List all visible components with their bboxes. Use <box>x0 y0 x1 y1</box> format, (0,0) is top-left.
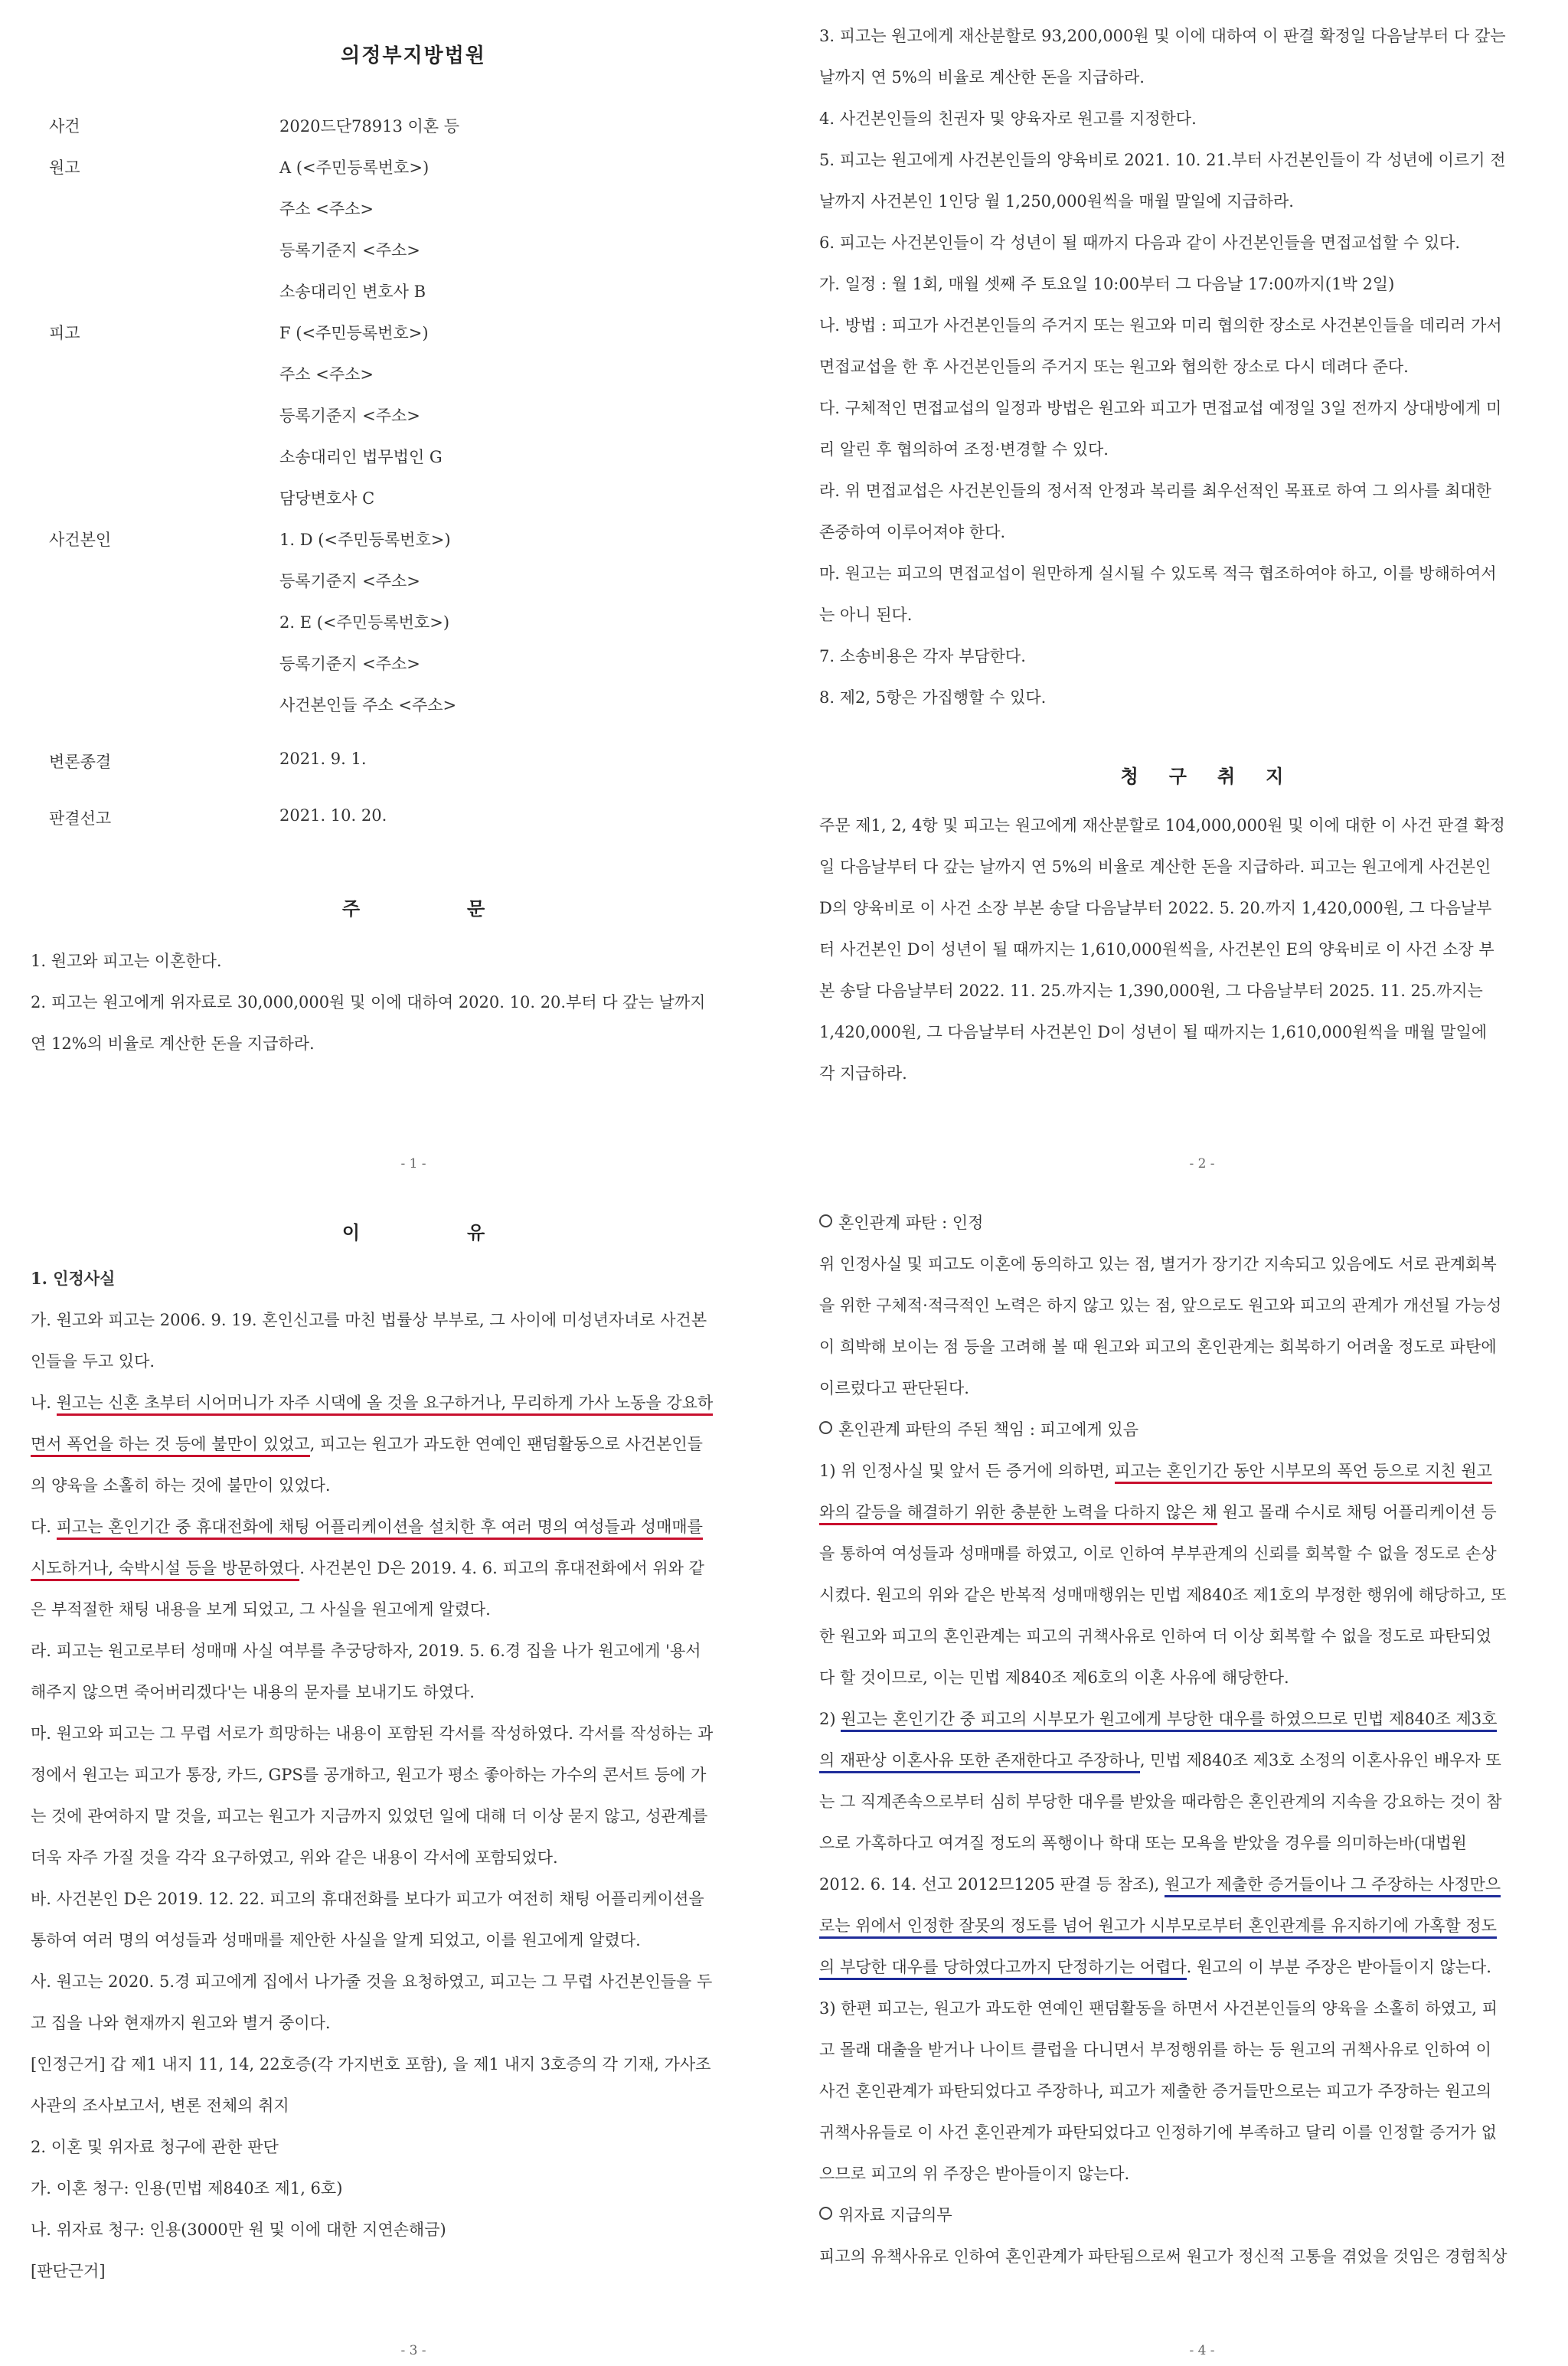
info-label: 사건 <box>49 117 80 136</box>
red-underlined-text: 원고는 신혼 초부터 시어머니가 자주 시댁에 올 것을 요구하거나, 무리하게 가사 노동을 강요하 <box>57 1394 714 1416</box>
text-line: [판단근거] <box>31 2262 106 2280</box>
order-line: 라. 위 면접교섭은 사건본인들의 정서적 안정과 복리를 최우선적인 목표로 하여 그 의사를 최대한 <box>819 482 1491 500</box>
circle-bullet-icon <box>819 2207 832 2220</box>
text-line: 나. 위자료 청구: 인용(3000만 원 및 이에 대한 지연손해금) <box>31 2221 446 2239</box>
claim-line: D의 양육비로 이 사건 소장 부본 송달 다음날부터 2022. 5. 20.까지 1,420,000원, 그 다음날부 <box>819 899 1492 917</box>
info-value: 담당변호사 C <box>279 489 375 508</box>
text-line <box>819 1946 1568 1988</box>
red-underlined-text: 면서 폭언을 하는 것 등에 불만이 있었고 <box>31 1435 310 1457</box>
reason-text <box>31 1258 796 2292</box>
order-line: 6. 피고는 사건본인들이 각 성년이 될 때까지 다음과 같이 사건본인들을 면접교섭할 수 있다. <box>819 234 1461 252</box>
section-title-claim: 청구취지 <box>1120 765 1315 787</box>
info-row-cont <box>31 693 796 734</box>
info-value: 2020드단78913 이혼 등 <box>279 117 460 136</box>
case-info <box>31 114 796 848</box>
page-number: - 4 - <box>1189 2343 1215 2358</box>
order-line: 리 알린 후 협의하여 조정·변경할 수 있다. <box>819 440 1109 459</box>
blue-underlined-text: 원고는 혼인기간 중 피고의 시부모가 원고에게 부당한 대우를 하였으므로 민법 제840조 제3호 <box>841 1710 1497 1732</box>
judgment-text <box>819 1202 1568 2277</box>
text-line: 바. 사건본인 D은 2019. 12. 22. 피고의 휴대전화를 보다가 피고가 여전히 채팅 어플리케이션을 <box>31 1890 704 1908</box>
text-line: 해주지 않으면 죽어버리겠다'는 내용의 문자를 보내기도 하였다. <box>31 1683 475 1701</box>
order-line: 다. 구체적인 면접교섭의 일정과 방법은 원고와 피고가 면접교섭 예정일 3일 전까지 상대방에게 미 <box>819 399 1502 417</box>
info-row-cont <box>31 197 796 238</box>
text-line: 고 몰래 대출을 받거나 나이트 클럽을 다니면서 부정행위를 하는 등 원고의 귀책사유로 인하여 이 <box>819 2041 1491 2059</box>
info-value: 2021. 10. 20. <box>279 806 387 825</box>
info-row-cont <box>31 404 796 445</box>
claim-line: 터 사건본인 D이 성년이 될 때까지는 1,610,000원씩을, 사건본인 E의 양육비로 이 사건 소장 부 <box>819 940 1494 959</box>
text-line: 3) 한편 피고는, 원고가 과도한 연예인 팬덤활동을 하면서 사건본인들의 양육을 소홀히 하였고, 피 <box>819 1999 1498 2018</box>
text-line: 을 통하여 여성들과 성매매를 하였고, 이로 인하여 부부관계의 신뢰를 회복할 수 없을 정도로 손상 <box>819 1544 1497 1563</box>
info-label: 판결선고 <box>49 809 112 828</box>
subheading: 위자료 지급의무 <box>838 2206 952 2224</box>
info-value: 주소 <주소> <box>279 365 374 384</box>
text-line <box>819 1864 1568 1905</box>
order-line: 마. 원고는 피고의 면접교섭이 원만하게 실시될 수 있도록 적극 협조하여야 하고, 이를 방해하여서 <box>819 564 1497 583</box>
text-run: 2012. 6. 14. 선고 2012므1205 판결 등 참조), <box>819 1875 1165 1894</box>
info-row-case <box>31 114 796 155</box>
order-line: 5. 피고는 원고에게 사건본인들의 양육비로 2021. 10. 21.부터 사건본인들이 각 성년에 이르기 전 <box>819 151 1506 169</box>
text-line: 는 것에 관여하지 말 것을, 피고는 원고가 지금까지 있었던 일에 대해 더 이상 묻지 않고, 성관계를 <box>31 1807 708 1825</box>
order-line: 면접교섭을 한 후 사건본인들의 주거지 또는 원고와 협의한 장소로 다시 데려다 준다. <box>819 358 1409 376</box>
info-row-plaintiff <box>31 155 796 197</box>
info-row-cont <box>31 445 796 486</box>
text-run: 원고 몰래 수시로 채팅 어플리케이션 등 <box>1217 1503 1497 1521</box>
info-row-cont <box>31 486 796 528</box>
info-row-judgment <box>31 806 796 848</box>
text-run: 나. <box>31 1394 57 1412</box>
red-underlined-text: 피고는 혼인기간 중 휴대전화에 채팅 어플리케이션을 설치한 후 여러 명의 여성들과 성매매를 <box>57 1518 703 1540</box>
heading-facts: 1. 인정사실 <box>31 1269 116 1288</box>
order-line: 존중하여 이루어져야 한다. <box>819 523 1006 541</box>
info-label: 원고 <box>49 158 80 177</box>
text-line <box>31 1506 796 1547</box>
info-value: 등록기준지 <주소> <box>279 572 420 590</box>
info-value: 소송대리인 법무법인 G <box>279 448 443 466</box>
text-line <box>819 1492 1568 1533</box>
text-line: 사. 원고는 2020. 5.경 피고에게 집에서 나가줄 것을 요청하였고, 피고는 그 무렵 사건본인들을 두 <box>31 1972 713 1991</box>
claim-line: 주문 제1, 2, 4항 및 피고는 원고에게 재산분할로 104,000,000원 및 이에 대한 이 사건 판결 확정 <box>819 816 1505 835</box>
text-line: 2. 이혼 및 위자료 청구에 관한 판단 <box>31 2138 279 2156</box>
info-row-cont <box>31 362 796 404</box>
text-line: 가. 원고와 피고는 2006. 9. 19. 혼인신고를 마친 법률상 부부로, 그 사이에 미성년자녀로 사건본 <box>31 1311 707 1329</box>
claim-line: 각 지급하라. <box>819 1064 907 1083</box>
claim-line: 본 송달 다음날부터 2022. 11. 25.까지는 1,390,000원, 그 다음날부터 2025. 11. 25.까지는 <box>819 982 1483 1000</box>
text-line: 이 희박해 보이는 점 등을 고려해 볼 때 원고와 피고의 혼인관계는 회복하기 어려울 정도로 파탄에 <box>819 1338 1497 1356</box>
page-3 <box>31 1202 796 2366</box>
text-line: 은 부적절한 채팅 내용을 보게 되었고, 그 사실을 원고에게 알렸다. <box>31 1600 491 1619</box>
text-line: 사관의 조사보고서, 변론 전체의 취지 <box>31 2096 289 2115</box>
info-value: 2021. 9. 1. <box>279 750 367 768</box>
text-line <box>819 1905 1568 1946</box>
text-run: . 사건본인 D은 2019. 4. 6. 피고의 휴대전화에서 위와 같 <box>299 1559 704 1577</box>
text-line <box>31 1547 796 1589</box>
info-row-closing <box>31 750 796 791</box>
info-label: 사건본인 <box>49 531 112 549</box>
order-line: 1. 원고와 피고는 이혼한다. <box>31 952 222 970</box>
page-2 <box>819 15 1568 1179</box>
order-line: 2. 피고는 원고에게 위자료로 30,000,000원 및 이에 대하여 2020. 10. 20.부터 다 갚는 날까지 <box>31 993 706 1011</box>
text-line: 가. 이혼 청구: 인용(민법 제840조 제1, 6호) <box>31 2179 343 2198</box>
text-line: 이르렀다고 판단된다. <box>819 1379 969 1397</box>
claim-text <box>819 805 1568 1094</box>
page-number: - 2 - <box>1189 1156 1215 1172</box>
text-line: [인정근거] 갑 제1 내지 11, 14, 22호증(각 가지번호 포함), 을 제1 내지 3호증의 각 기재, 가사조 <box>31 2055 711 2074</box>
text-run: 2) <box>819 1710 841 1728</box>
info-value: A (<주민등록번호>) <box>279 158 430 177</box>
text-line: 마. 원고와 피고는 그 무렵 서로가 희망하는 내용이 포함된 각서를 작성하였다. 각서를 작성하는 과 <box>31 1724 714 1743</box>
order-line: 날까지 사건본인 1인당 월 1,250,000원씩을 매월 말일에 지급하라. <box>819 192 1294 211</box>
order-continued <box>819 15 1568 718</box>
info-row-cont <box>31 610 796 652</box>
text-line <box>819 2194 1568 2236</box>
page-number: - 3 - <box>400 2343 426 2358</box>
subheading: 혼인관계 파탄 : 인정 <box>838 1214 984 1232</box>
page-4 <box>819 1202 1568 2366</box>
info-row-principals <box>31 528 796 569</box>
text-run: , 민법 제840조 제3호 소정의 이혼사유인 배우자 또 <box>1139 1751 1501 1770</box>
page-1 <box>31 15 796 1179</box>
text-line: 정에서 원고는 피고가 통장, 카드, GPS를 공개하고, 원고가 평소 좋아하는 가수의 콘서트 등에 가 <box>31 1766 707 1784</box>
info-row-defendant <box>31 321 796 362</box>
red-underlined-text: 와의 갈등을 해결하기 위한 충분한 노력을 다하지 않은 채 <box>819 1503 1217 1525</box>
info-value: 1. D (<주민등록번호>) <box>279 531 451 549</box>
info-row-cont <box>31 279 796 321</box>
text-line: 는 그 직계존속으로부터 심히 부당한 대우를 받았을 때라함은 혼인관계의 지속을 강요하는 것이 참 <box>819 1792 1502 1811</box>
info-value: 2. E (<주민등록번호>) <box>279 613 450 632</box>
text-run: 1) 위 인정사실 및 앞서 든 증거에 의하면, <box>819 1462 1115 1480</box>
red-underlined-text: 피고는 혼인기간 동안 시부모의 폭언 등으로 지친 원고 <box>1115 1462 1492 1484</box>
text-line <box>31 1382 796 1423</box>
text-line <box>819 1409 1568 1450</box>
blue-underlined-text: 로는 위에서 인정한 잘못의 정도를 넘어 원고가 시부모로부터 혼인관계를 유지하기에 가혹할 정도 <box>819 1917 1497 1939</box>
blue-underlined-text: 원고가 제출한 증거들이나 그 주장하는 사정만으 <box>1165 1875 1501 1897</box>
text-line: 귀책사유들로 이 사건 혼인관계가 파탄되었다고 인정하기에 부족하고 달리 이를 인정할 증거가 없 <box>819 2123 1497 2142</box>
text-run: . 원고의 이 부분 주장은 받아들이지 않는다. <box>1186 1958 1491 1976</box>
text-line: 시켰다. 원고의 위와 같은 반복적 성매매행위는 민법 제840조 제1호의 부정한 행위에 해당하고, 또 <box>819 1586 1507 1604</box>
order-line: 는 아니 된다. <box>819 606 913 624</box>
section-title-reason: 이유 <box>341 1221 593 1243</box>
info-row-cont <box>31 652 796 693</box>
info-row-cont <box>31 238 796 279</box>
text-line: 피고의 유책사유로 인하여 혼인관계가 파탄됨으로써 원고가 정신적 고통을 겪었을 것임은 경험칙상 <box>819 2247 1508 2266</box>
text-line: 다 할 것이므로, 이는 민법 제840조 제6호의 이혼 사유에 해당한다. <box>819 1668 1289 1687</box>
text-line: 통하여 여러 명의 여성들과 성매매를 제안한 사실을 알게 되었고, 이를 원고에게 알렸다. <box>31 1931 641 1949</box>
text-line: 라. 피고는 원고로부터 성매매 사실 여부를 추궁당하자, 2019. 5. 6.경 집을 나가 원고에게 '용서 <box>31 1642 701 1660</box>
circle-bullet-icon <box>819 1214 832 1227</box>
order-line: 날까지 연 5%의 비율로 계산한 돈을 지급하라. <box>819 68 1145 87</box>
order-line: 7. 소송비용은 각자 부담한다. <box>819 647 1026 665</box>
order-line: 3. 피고는 원고에게 재산분할로 93,200,000원 및 이에 대하여 이 판결 확정일 다음날부터 다 갚는 <box>819 27 1506 45</box>
court-name: 의정부지방법원 <box>341 44 486 67</box>
text-line: 을 위한 구체적·적극적인 노력은 하지 않고 있는 점, 앞으로도 원고와 피고의 관계가 개선될 가능성 <box>819 1296 1502 1315</box>
order-line: 연 12%의 비율로 계산한 돈을 지급하라. <box>31 1034 315 1053</box>
order-line: 8. 제2, 5항은 가집행할 수 있다. <box>819 688 1047 707</box>
text-line: 한 원고와 피고의 혼인관계는 피고의 귀책사유로 인하여 더 이상 회복할 수 없을 정도로 파탄되었 <box>819 1627 1491 1645</box>
text-line: 위 인정사실 및 피고도 이혼에 동의하고 있는 점, 별거가 장기간 지속되고 있음에도 서로 관계회복 <box>819 1255 1497 1273</box>
text-line <box>819 1450 1568 1492</box>
info-label: 피고 <box>49 324 80 342</box>
info-value: 소송대리인 변호사 B <box>279 283 426 301</box>
text-line <box>819 1202 1568 1243</box>
text-line: 으로 가혹하다고 여겨질 정도의 폭행이나 학대 또는 모욕을 받았을 경우를 의미하는바(대법원 <box>819 1834 1467 1852</box>
page-number: - 1 - <box>400 1156 426 1172</box>
text-line <box>819 1740 1568 1781</box>
blue-underlined-text: 의 재판상 이혼사유 또한 존재한다고 주장하나 <box>819 1751 1140 1773</box>
info-row-cont <box>31 569 796 610</box>
blue-underlined-text: 의 부당한 대우를 당하였다고까지 단정하기는 어렵다 <box>819 1958 1187 1980</box>
order-line: 가. 일정 : 월 1회, 매월 셋째 주 토요일 10:00부터 그 다음날 17:00까지(1박 2일) <box>819 275 1395 293</box>
order-line: 나. 방법 : 피고가 사건본인들의 주거지 또는 원고와 미리 협의한 장소로 사건본인들을 데리러 가서 <box>819 316 1502 335</box>
text-line <box>31 1423 796 1465</box>
text-line: 인들을 두고 있다. <box>31 1352 155 1371</box>
info-label: 변론종결 <box>49 753 112 771</box>
text-run: , 피고는 원고가 과도한 연예인 팬덤활동으로 사건본인들 <box>309 1435 703 1453</box>
subheading: 혼인관계 파탄의 주된 책임 : 피고에게 있음 <box>838 1420 1138 1439</box>
text-line: 고 집을 나와 현재까지 원고와 별거 중이다. <box>31 2014 331 2032</box>
text-line: 사건 혼인관계가 파탄되었다고 주장하나, 피고가 제출한 증거들만으로는 피고가 주장하는 원고의 <box>819 2082 1492 2100</box>
info-value: 등록기준지 <주소> <box>279 407 420 425</box>
order-list <box>31 940 796 1064</box>
text-line: 으므로 피고의 위 주장은 받아들이지 않는다. <box>819 2165 1130 2183</box>
section-title-order: 주문 <box>341 897 593 920</box>
text-line <box>819 1698 1568 1740</box>
text-line: 의 양육을 소홀히 하는 것에 불만이 있었다. <box>31 1476 331 1495</box>
info-value: 등록기준지 <주소> <box>279 241 420 260</box>
text-run: 다. <box>31 1518 57 1536</box>
red-underlined-text: 시도하거나, 숙박시설 등을 방문하였다 <box>31 1559 299 1581</box>
info-value: F (<주민등록번호>) <box>279 324 429 342</box>
claim-line: 일 다음날부터 다 갚는 날까지 연 5%의 비율로 계산한 돈을 지급하라. 피고는 원고에게 사건본인 <box>819 858 1491 876</box>
circle-bullet-icon <box>819 1421 832 1434</box>
claim-line: 1,420,000원, 그 다음날부터 사건본인 D이 성년이 될 때까지는 1,610,000원씩을 매월 말일에 <box>819 1023 1488 1041</box>
info-value: 등록기준지 <주소> <box>279 655 420 673</box>
order-line: 4. 사건본인들의 친권자 및 양육자로 원고를 지정한다. <box>819 109 1197 128</box>
text-line: 더욱 자주 가질 것을 각각 요구하였고, 위와 같은 내용이 각서에 포함되었다. <box>31 1848 558 1867</box>
info-value: 사건본인들 주소 <주소> <box>279 696 457 714</box>
info-value: 주소 <주소> <box>279 200 374 218</box>
